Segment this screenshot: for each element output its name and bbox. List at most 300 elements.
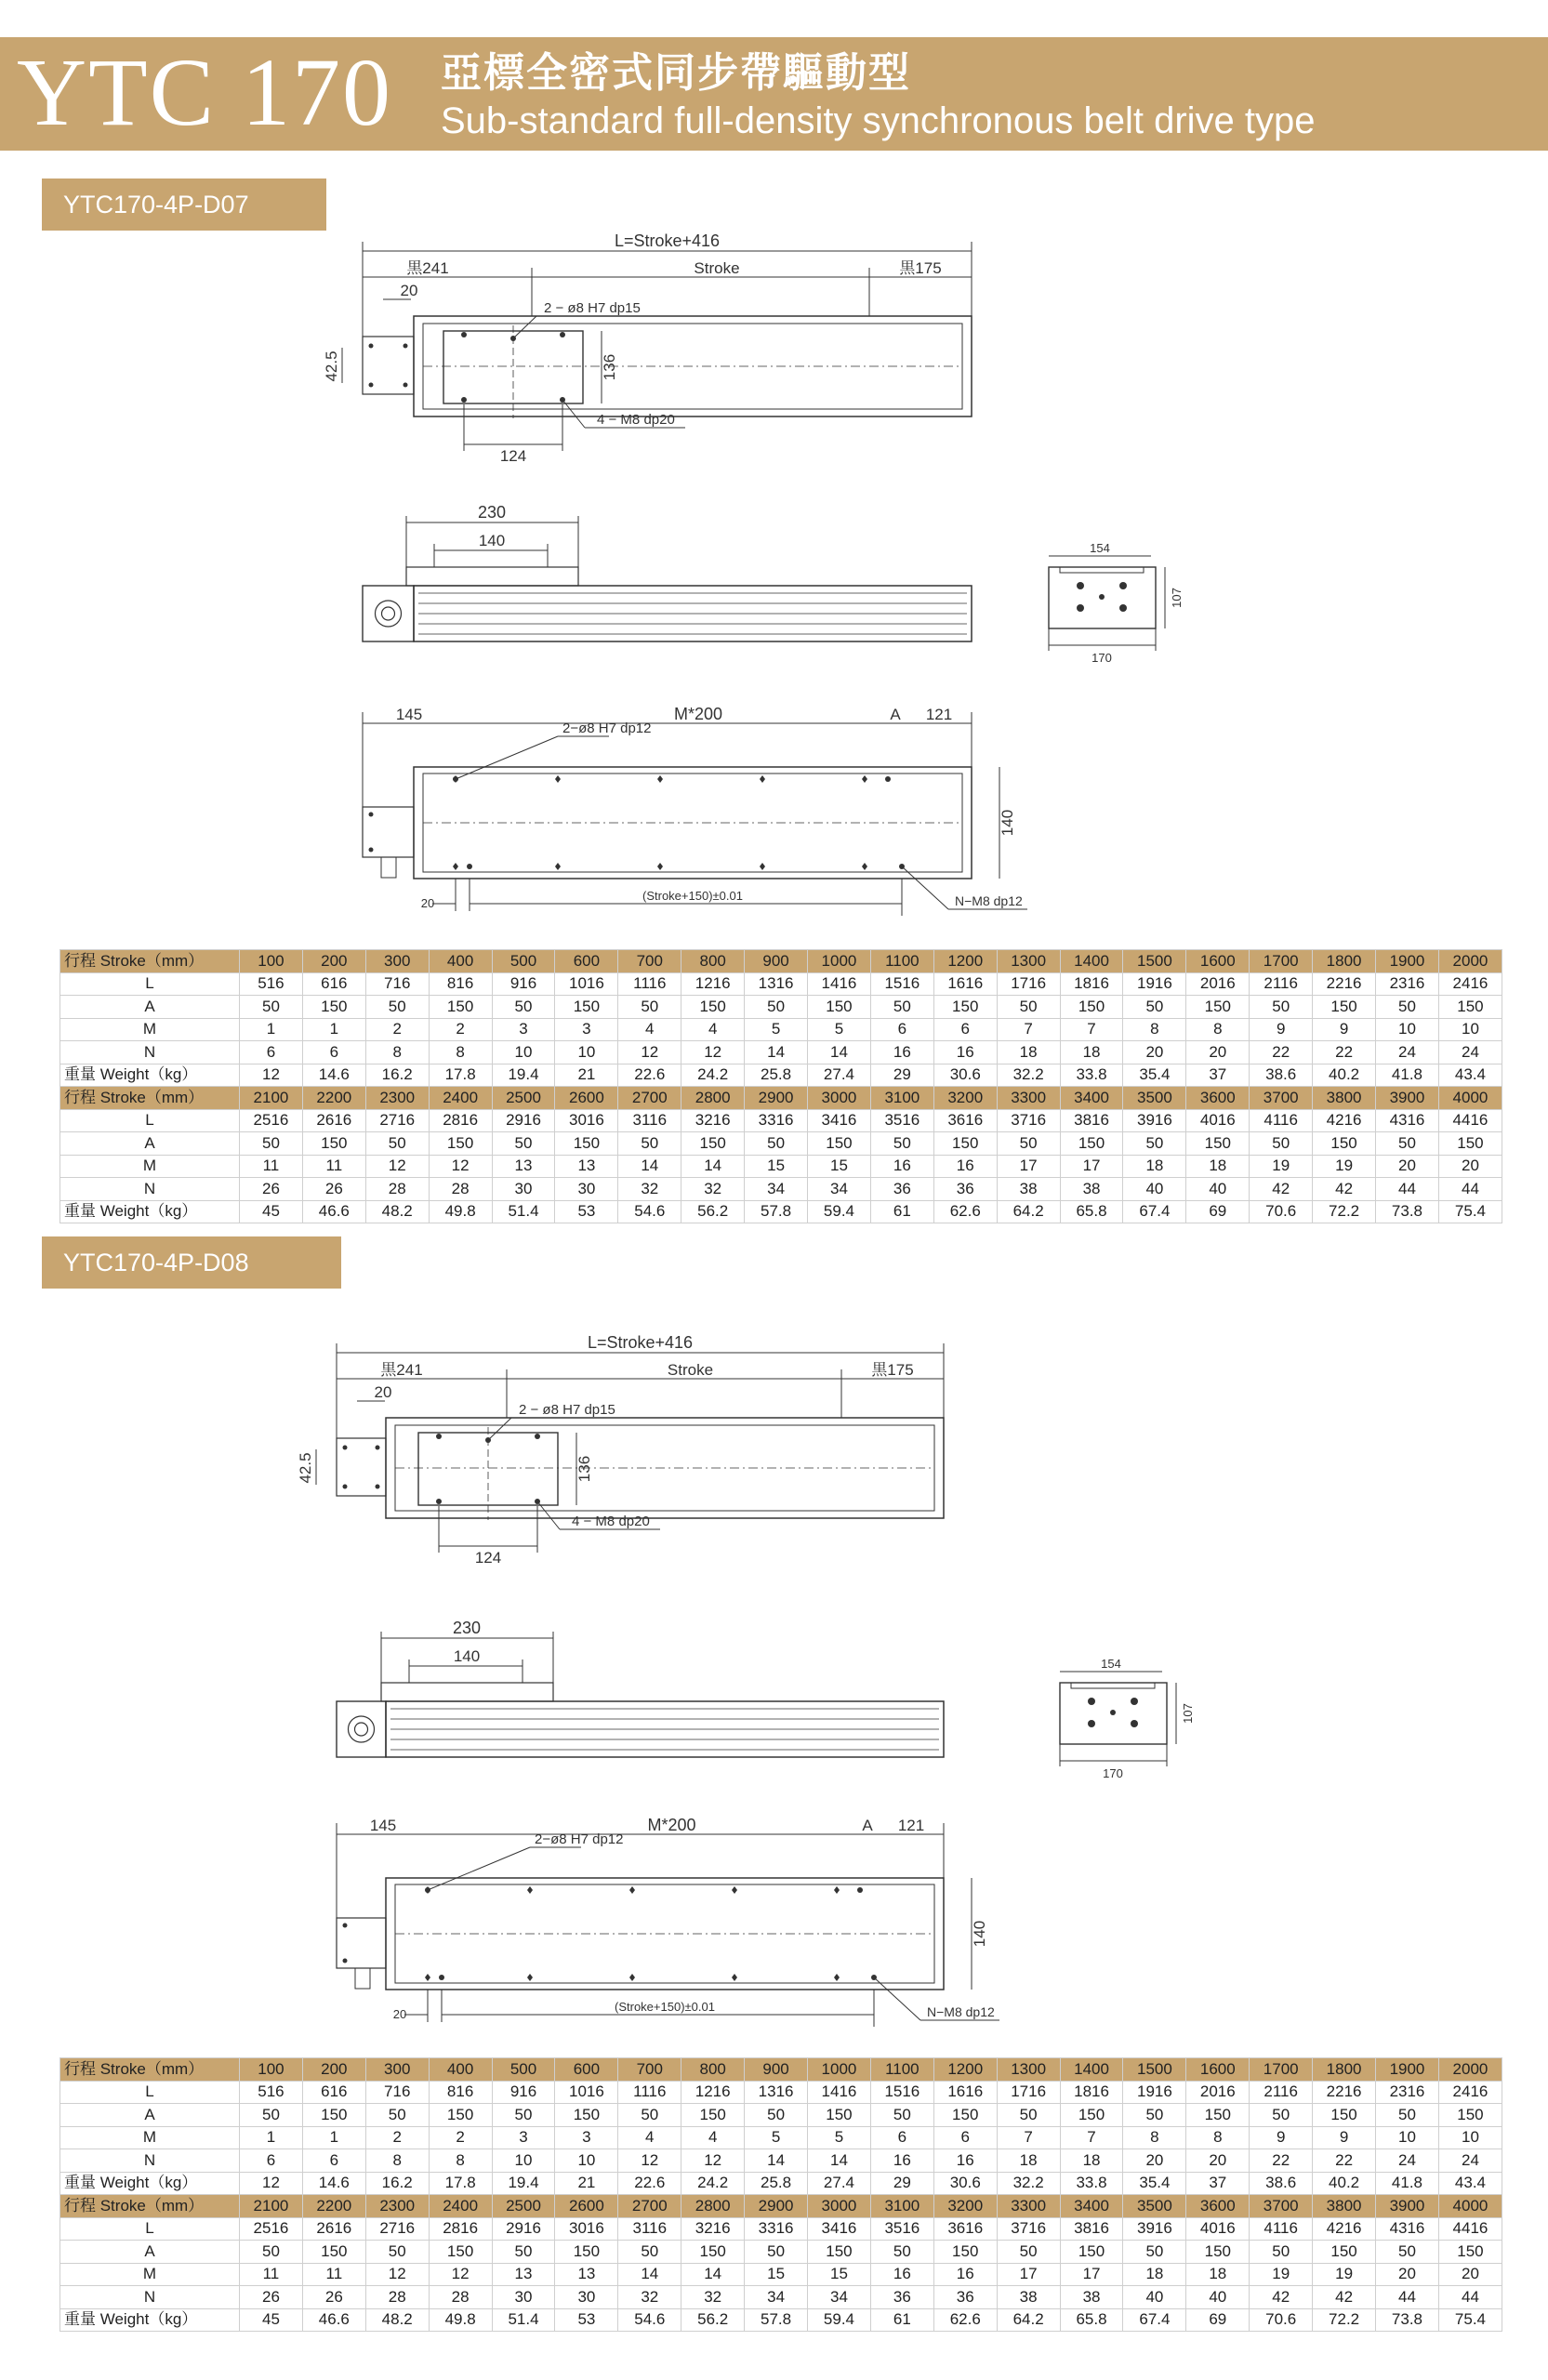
table-cell: 72.2 [1313,2308,1376,2332]
table-cell: 6 [870,1018,933,1041]
table-cell: 42 [1313,2286,1376,2309]
table-cell: 28 [429,2286,492,2309]
table-cell: 3516 [870,2217,933,2241]
table-cell: 9 [1313,2126,1376,2149]
table-cell: 2100 [240,2195,303,2218]
dimension-label: N−M8 dp12 [955,893,1023,908]
table-cell: 10 [1376,1018,1439,1041]
table-cell: 6 [240,1041,303,1064]
table-cell: 28 [365,1178,429,1201]
table-cell: 3716 [997,1109,1060,1132]
table-cell: 1600 [1186,2058,1250,2082]
drawing-rect [1060,567,1144,573]
table-cell: 15 [745,2263,808,2286]
table-cell: 14 [808,1041,871,1064]
drawing-line [513,316,536,338]
table-cell: 150 [1060,2241,1123,2264]
table-cell: 150 [681,1132,745,1156]
table-row [60,1041,1502,1064]
table-cell: 38 [1060,1178,1123,1201]
table-cell: 19 [1250,1155,1313,1178]
table-cell: 4 [618,2126,681,2149]
table-cell: 50 [365,1132,429,1156]
table-cell: 4416 [1438,2217,1502,2241]
table-cell: 150 [1313,2104,1376,2127]
mount-hole [657,863,663,870]
table-cell: 30.6 [933,2172,997,2195]
table-cell: 3500 [1123,1087,1186,1110]
table-cell: 38 [1060,2286,1123,2309]
row-label: N [60,1041,240,1064]
table-cell: 12 [365,1155,429,1178]
table-cell: 3516 [870,1109,933,1132]
table-cell: 18 [997,1041,1060,1064]
table-cell: 1000 [808,2058,871,2082]
hole-mark [436,1434,442,1439]
mount-hole [629,1886,635,1894]
table-cell: 1200 [933,950,997,973]
table-cell: 3300 [997,2195,1060,2218]
table-cell: 50 [997,996,1060,1019]
table-cell: 2716 [365,2217,429,2241]
table-cell: 50 [1250,2241,1313,2264]
table-cell: 3200 [933,2195,997,2218]
table-cell: 48.2 [365,2308,429,2332]
table-cell: 8 [1123,2126,1186,2149]
table-cell: 500 [492,950,555,973]
table-cell: 8 [1186,2126,1250,2149]
table-header-row [60,1087,1502,1110]
table-cell: 7 [997,2126,1060,2149]
table-cell: 50 [365,2104,429,2127]
table-cell: 3700 [1250,1087,1313,1110]
table-cell: 28 [429,1178,492,1201]
table-cell: 32.2 [997,1064,1060,1087]
table-cell: 18 [1123,1155,1186,1178]
table-cell: 13 [555,1155,618,1178]
dimension-label: 20 [392,2007,407,2021]
row-label: L [60,972,240,996]
table-cell: 19 [1250,2263,1313,2286]
table-cell: 150 [555,1132,618,1156]
table-cell: 72.2 [1313,1200,1376,1223]
mount-hole [834,1974,840,1981]
table-row [60,2149,1502,2173]
hole-mark [857,1887,863,1893]
table-cell: 816 [429,2081,492,2104]
hole-mark [1077,582,1084,589]
table-cell: 36 [933,1178,997,1201]
hole-circle [355,1723,368,1736]
table-cell: 2300 [365,2195,429,2218]
table-cell: 18 [1186,1155,1250,1178]
table-cell: 3316 [745,2217,808,2241]
hole-mark [369,848,374,853]
table-cell: 2500 [492,2195,555,2218]
table-cell: 800 [681,2058,745,2082]
table-cell: 62.6 [933,2308,997,2332]
table-cell: 25.8 [745,2172,808,2195]
table-cell: 150 [302,1132,365,1156]
row-label: A [60,1132,240,1156]
table-cell: 34 [808,1178,871,1201]
table-cell: 2500 [492,1087,555,1110]
table-cell: 1600 [1186,950,1250,973]
table-cell: 50 [1250,996,1313,1019]
table-cell: 50 [240,996,303,1019]
dimension-label: 2−ø8 H7 dp12 [535,1831,624,1847]
table-cell: 16 [933,2149,997,2173]
table-cell: 43.4 [1438,2172,1502,2195]
table-cell: 150 [1060,996,1123,1019]
table-cell: 50 [618,996,681,1019]
table-cell: 3000 [808,2195,871,2218]
mount-hole [657,775,663,783]
table-cell: 50 [1123,2104,1186,2127]
mount-hole [732,1886,737,1894]
table-cell: 2816 [429,1109,492,1132]
table-cell: 56.2 [681,2308,745,2332]
table-cell: 17 [1060,2263,1123,2286]
table-cell: 50 [240,1132,303,1156]
hole-mark [343,1959,348,1964]
dimension-label: 145 [395,706,423,723]
table-cell: 150 [302,996,365,1019]
table-cell: 50 [870,2241,933,2264]
hole-mark [343,1485,348,1489]
table-cell: 26 [240,2286,303,2309]
table-cell: 40.2 [1313,1064,1376,1087]
hole-circle [382,607,395,620]
table-cell: 3816 [1060,2217,1123,2241]
table-cell: 70.6 [1250,2308,1313,2332]
table-cell: 1300 [997,2058,1060,2082]
table-cell: 1816 [1060,972,1123,996]
table-cell: 4000 [1438,1087,1502,1110]
table-cell: 54.6 [618,1200,681,1223]
table-cell: 1516 [870,972,933,996]
table-cell: 8 [429,1041,492,1064]
table-cell: 24 [1376,1041,1439,1064]
section-tag-d07: YTC170-4P-D07 [42,178,326,231]
table-cell: 8 [1123,1018,1186,1041]
table-cell: 4016 [1186,1109,1250,1132]
table-cell: 50 [1376,996,1439,1019]
dimension-label: 4 − M8 dp20 [572,1514,650,1529]
mount-hole [555,775,561,783]
table-cell: 50 [997,2241,1060,2264]
drawing-rect [381,857,396,878]
dimension-label: 107 [1181,1703,1195,1724]
table-cell: 8 [429,2149,492,2173]
table-cell: 4 [618,1018,681,1041]
table-cell: 2 [365,2126,429,2149]
table-cell: 40 [1123,2286,1186,2309]
table-cell: 3216 [681,2217,745,2241]
table-cell: 34 [808,2286,871,2309]
table-cell: 65.8 [1060,2308,1123,2332]
table-cell: 3316 [745,1109,808,1132]
table-cell: 2200 [302,1087,365,1110]
drawing-rect [363,586,414,641]
row-label: 重量 Weight（kg） [60,2172,240,2195]
table-cell: 42 [1250,2286,1313,2309]
table-cell: 7 [1060,2126,1123,2149]
table-cell: 2316 [1376,2081,1439,2104]
table-cell: 150 [1060,1132,1123,1156]
table-cell: 44 [1376,1178,1439,1201]
table-cell: 2916 [492,1109,555,1132]
table-cell: 22 [1313,1041,1376,1064]
row-label: 行程 Stroke（mm） [60,2058,240,2082]
table-cell: 1016 [555,2081,618,2104]
table-cell: 6 [933,2126,997,2149]
row-label: A [60,2104,240,2127]
table-cell: 1 [240,1018,303,1041]
table-cell: 35.4 [1123,2172,1186,2195]
table-cell: 29 [870,2172,933,2195]
table-cell: 150 [429,1132,492,1156]
table-cell: 3700 [1250,2195,1313,2218]
table-cell: 59.4 [808,1200,871,1223]
table-cell: 150 [1313,1132,1376,1156]
hole-mark [1131,1720,1138,1727]
table-cell: 1916 [1123,2081,1186,2104]
table-cell: 70.6 [1250,1200,1313,1223]
table-cell: 62.6 [933,1200,997,1223]
dimension-label: 121 [897,1817,925,1834]
table-cell: 50 [745,2104,808,2127]
table-cell: 12 [618,2149,681,2173]
dimension-label: 154 [1090,541,1110,555]
table-cell: 24.2 [681,1064,745,1087]
table-cell: 57.8 [745,1200,808,1223]
table-cell: 3016 [555,2217,618,2241]
table-cell: 20 [1376,1155,1439,1178]
table-cell: 1616 [933,2081,997,2104]
table-cell: 150 [933,1132,997,1156]
table-cell: 3500 [1123,2195,1186,2218]
table-header-row [60,2195,1502,2218]
table-cell: 32 [681,2286,745,2309]
hole-mark [369,344,374,349]
dimension-label: 154 [1101,1657,1121,1671]
table-cell: 53 [555,1200,618,1223]
table-cell: 816 [429,972,492,996]
table-cell: 1416 [808,2081,871,2104]
table-cell: 32.2 [997,2172,1060,2195]
table-cell: 12 [618,1041,681,1064]
table-cell: 1800 [1313,950,1376,973]
hole-mark [376,1446,380,1450]
table-cell: 42 [1250,1178,1313,1201]
table-cell: 50 [870,1132,933,1156]
table-cell: 2716 [365,1109,429,1132]
row-label: 重量 Weight（kg） [60,1200,240,1223]
table-cell: 12 [429,2263,492,2286]
table-header-row [60,2058,1502,2082]
table-cell: 40 [1123,1178,1186,1201]
table-cell: 12 [681,1041,745,1064]
table-cell: 3616 [933,2217,997,2241]
dimension-label: 20 [420,896,435,910]
table-cell: 500 [492,2058,555,2082]
table-cell: 3800 [1313,2195,1376,2218]
table-cell: 2916 [492,2217,555,2241]
table-cell: 2416 [1438,2081,1502,2104]
table-cell: 27.4 [808,2172,871,2195]
table-row [60,1155,1502,1178]
table-cell: 2600 [555,1087,618,1110]
table-cell: 44 [1376,2286,1439,2309]
table-cell: 3216 [681,1109,745,1132]
table-cell: 616 [302,2081,365,2104]
table-cell: 11 [302,1155,365,1178]
table-cell: 50 [492,2104,555,2127]
table-cell: 150 [933,2241,997,2264]
table-cell: 2216 [1313,972,1376,996]
table-cell: 8 [365,1041,429,1064]
table-cell: 28 [365,2286,429,2309]
table-cell: 6 [870,2126,933,2149]
table-cell: 12 [365,2263,429,2286]
table-cell: 40 [1186,1178,1250,1201]
hole-mark [467,864,472,869]
table-cell: 19 [1313,2263,1376,2286]
table-cell: 16.2 [365,1064,429,1087]
dimension-label: 2 − ø8 H7 dp15 [519,1402,615,1418]
table-cell: 1716 [997,972,1060,996]
table-cell: 4016 [1186,2217,1250,2241]
dimension-label: N−M8 dp12 [927,2004,995,2019]
table-row [60,2217,1502,2241]
table-cell: 916 [492,972,555,996]
table-cell: 32 [681,1178,745,1201]
table-cell: 150 [555,2104,618,2127]
table-cell: 50 [618,2104,681,2127]
table-cell: 40.2 [1313,2172,1376,2195]
dimension-label: 124 [499,447,527,465]
table-cell: 50 [997,1132,1060,1156]
table-cell: 21 [555,1064,618,1087]
table-cell: 150 [1313,996,1376,1019]
table-cell: 300 [365,2058,429,2082]
table-cell: 900 [745,950,808,973]
table-cell: 10 [555,2149,618,2173]
table-cell: 20 [1123,1041,1186,1064]
table-cell: 2016 [1186,972,1250,996]
dimension-label: 2 − ø8 H7 dp15 [544,300,641,316]
table-cell: 45 [240,1200,303,1223]
table-cell: 29 [870,1064,933,1087]
table-cell: 3400 [1060,1087,1123,1110]
table-cell: 8 [1186,1018,1250,1041]
dimension-label: 170 [1103,1766,1123,1780]
table-cell: 49.8 [429,2308,492,2332]
table-cell: 12 [681,2149,745,2173]
table-cell: 19.4 [492,2172,555,2195]
table-cell: 73.8 [1376,2308,1439,2332]
row-label: 重量 Weight（kg） [60,2308,240,2332]
table-cell: 150 [1438,2104,1502,2127]
table-cell: 2000 [1438,2058,1502,2082]
row-label: 重量 Weight（kg） [60,1064,240,1087]
table-cell: 150 [1438,2241,1502,2264]
dimension-label: 136 [601,353,618,381]
dimension-label: 136 [576,1455,593,1483]
table-cell: 50 [365,996,429,1019]
table-cell: 50 [1250,1132,1313,1156]
row-label: M [60,1155,240,1178]
table-cell: 150 [429,2241,492,2264]
table-cell: 18 [1060,2149,1123,2173]
table-cell: 7 [997,1018,1060,1041]
table-cell: 3116 [618,2217,681,2241]
mount-hole [760,863,765,870]
dimension-label: 42.5 [323,350,340,382]
table-cell: 32 [618,1178,681,1201]
table-cell: 2216 [1313,2081,1376,2104]
table-cell: 61 [870,1200,933,1223]
hole-mark [404,383,408,388]
table-cell: 6 [302,2149,365,2173]
page-header [0,37,1548,151]
table-cell: 1816 [1060,2081,1123,2104]
hole-mark [1131,1698,1138,1705]
dimension-label: 145 [369,1817,397,1834]
table-row [60,996,1502,1019]
table-cell: 24 [1376,2149,1439,2173]
table-cell: 1800 [1313,2058,1376,2082]
table-cell: 10 [492,1041,555,1064]
hole-mark [1088,1698,1095,1705]
table-cell: 6 [933,1018,997,1041]
hole-mark [535,1434,540,1439]
dimension-label: M*200 [673,705,723,723]
table-cell: 38 [997,1178,1060,1201]
hole-circle [376,601,402,627]
mount-hole [527,1974,533,1981]
dimension-label: 230 [477,503,507,522]
table-cell: 30.6 [933,1064,997,1087]
table-cell: 6 [240,2149,303,2173]
dimension-label: Stroke [694,259,740,277]
table-cell: 20 [1376,2263,1439,2286]
table-cell: 50 [870,2104,933,2127]
row-label: N [60,2149,240,2173]
table-cell: 150 [808,2104,871,2127]
table-cell: 26 [302,1178,365,1201]
table-cell: 5 [808,2126,871,2149]
table-cell: 916 [492,2081,555,2104]
table-cell: 616 [302,972,365,996]
table-cell: 64.2 [997,1200,1060,1223]
row-label: 行程 Stroke（mm） [60,1087,240,1110]
table-cell: 2200 [302,2195,365,2218]
table-cell: 100 [240,950,303,973]
table-cell: 22.6 [618,2172,681,2195]
table-cell: 4000 [1438,2195,1502,2218]
table-row [60,2172,1502,2195]
mount-hole [453,863,458,870]
table-cell: 20 [1186,2149,1250,2173]
table-cell: 11 [240,2263,303,2286]
table-cell: 18 [1123,2263,1186,2286]
table-cell: 1700 [1250,950,1313,973]
table-cell: 150 [429,2104,492,2127]
table-cell: 17 [997,1155,1060,1178]
table-cell: 30 [555,2286,618,2309]
